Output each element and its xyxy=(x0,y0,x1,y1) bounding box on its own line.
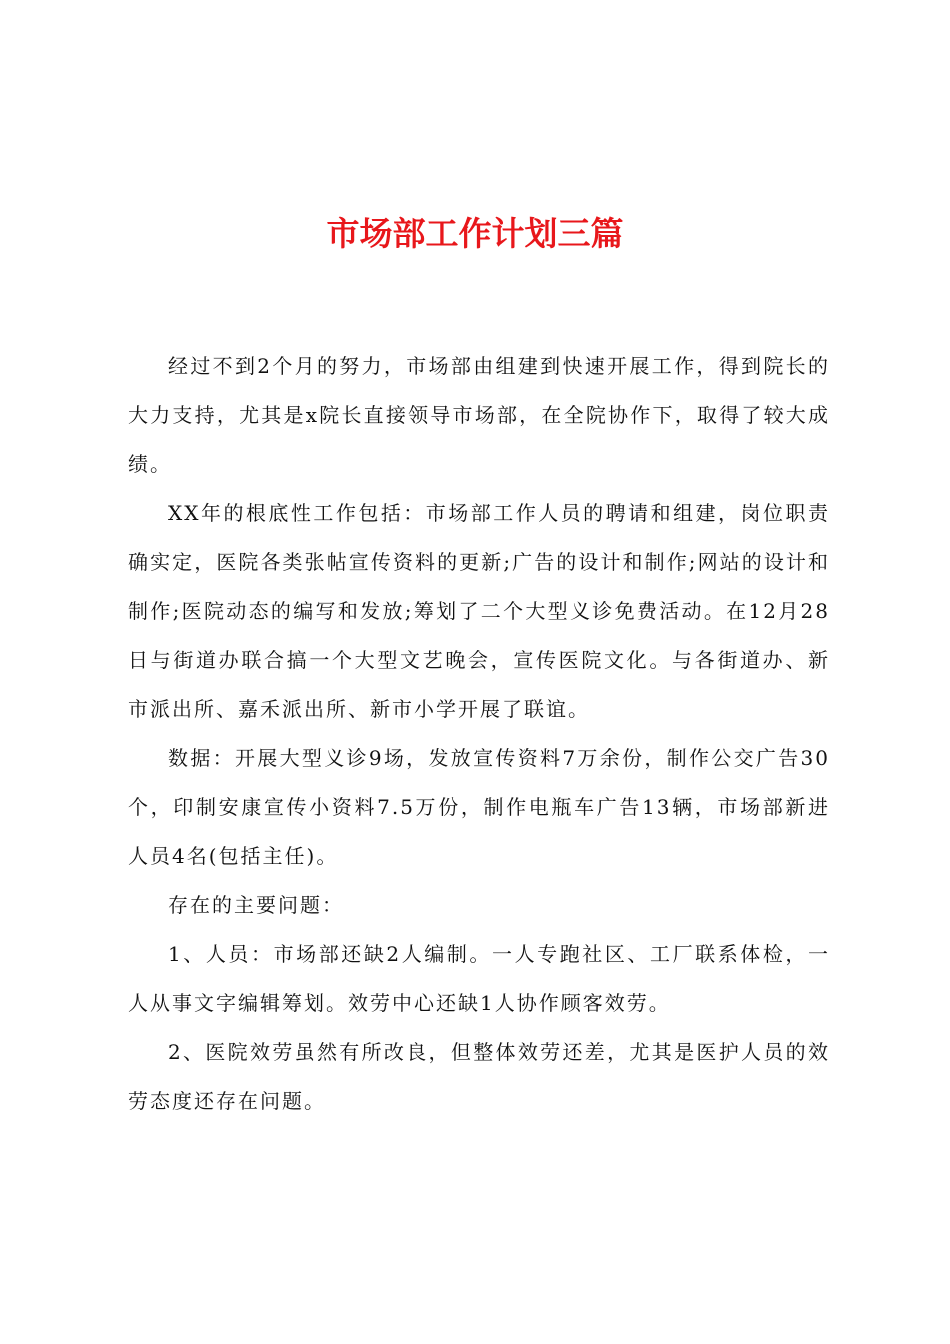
document-body xyxy=(128,342,830,1126)
paragraph-data: 数据：开展大型义诊9场，发放宣传资料7万余份，制作公交广告30个，印制安康宣传小资料7.5万份，制作电瓶车广告13辆，市场部新进人员4名(包括主任)。 xyxy=(128,746,830,868)
paragraph-problems-heading: 存在的主要问题： xyxy=(168,893,344,917)
paragraph-basic-work: XX年的根底性工作包括：市场部工作人员的聘请和组建，岗位职责确实定，医院各类张帖宣传资料的更新;广告的设计和制作;网站的设计和制作;医院动态的编写和发放;筹划了二个大型义诊免费活动。在12月28日与街道办联合搞一个大型文艺晚会，宣传医院文化。与各街道办、新市派出所、嘉禾派出所、新市小学开展了联谊。 xyxy=(128,501,830,721)
paragraph-problem-1: 1、人员：市场部还缺2人编制。一人专跑社区、工厂联系体检，一人从事文字编辑筹划。效劳中心还缺1人协作顾客效劳。 xyxy=(128,942,830,1015)
paragraph-problem-2: 2、医院效劳虽然有所改良，但整体效劳还差，尤其是医护人员的效劳态度还存在问题。 xyxy=(128,1040,830,1113)
document-title: 市场部工作计划三篇 xyxy=(326,214,624,253)
paragraph-intro: 经过不到2个月的努力，市场部由组建到快速开展工作，得到院长的大力支持，尤其是x院长直接领导市场部，在全院协作下，取得了较大成绩。 xyxy=(128,354,830,476)
